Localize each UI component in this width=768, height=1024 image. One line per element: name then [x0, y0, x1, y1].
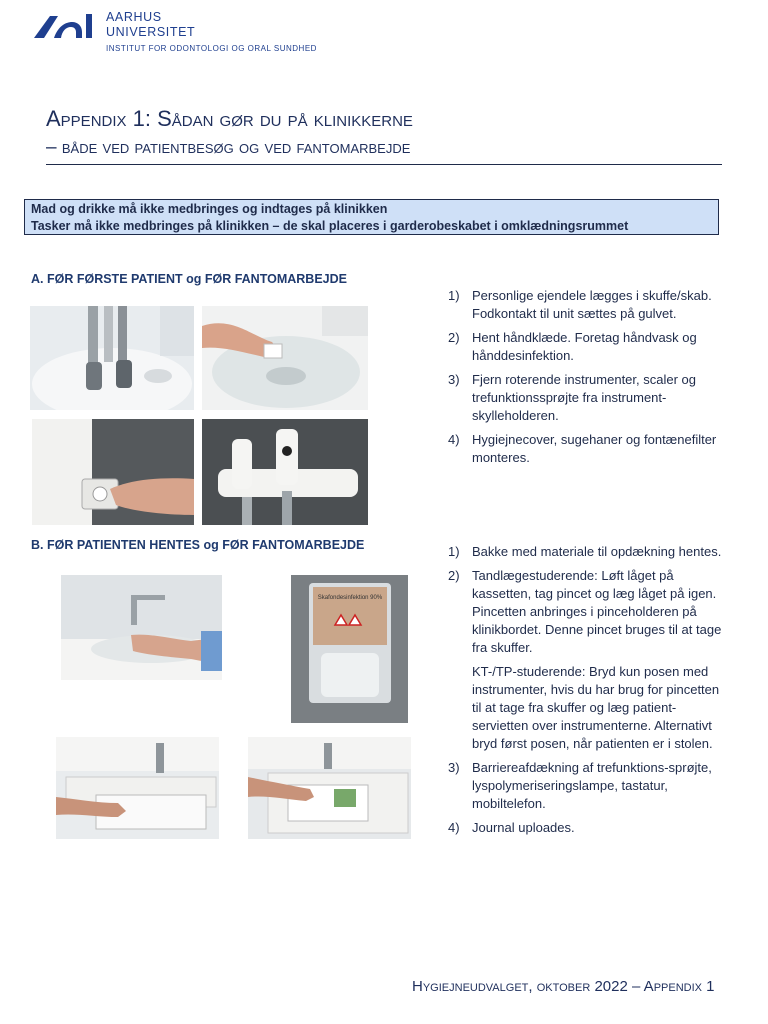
notice-line-bags: Tasker må ikke medbringes på klinikken – de skal placeres i garderobeskabet i omklædningsrummet: [31, 219, 629, 233]
photo-hand-washing-basin: [202, 306, 368, 410]
title-divider: [46, 164, 722, 165]
list-item: 4) Journal uploades.: [448, 820, 575, 835]
page-title: Appendix 1: Sådan gør du på klinikkerne: [46, 106, 413, 131]
list-item-note: KT-/TP-studerende: Bryd kun posen med instrumenter, hvis du har brug for pincetten til at tage fra skuffer og læg patient-servietten over instrumenterne. Alternativt bryd først posen, når patienten er i stolen.: [472, 664, 720, 751]
section-a-steps: [448, 287, 724, 473]
photo-suction-hoses: [202, 419, 368, 525]
list-item: 3) Barriereafdækning af trefunktions-sprøjte, lyspolymeriseringslampe, tastatur, mobiltelefon.: [448, 760, 712, 811]
photo-drawer-open: [56, 737, 219, 839]
list-item: 4) Hygiejnecover, sugehaner og fontænefilter monteres.: [448, 432, 717, 465]
photo-sink-handwash: [61, 575, 222, 680]
section-b-steps: [448, 543, 724, 843]
photo-disinfection-bag: [291, 575, 408, 723]
rules-notice-box: [24, 199, 719, 235]
institute-name: INSTITUT FOR ODONTOLOGI OG ORAL SUNDHED: [106, 44, 317, 53]
list-item: 2) Tandlægestuderende: Løft låget på kassetten, tag pincet og læg låget på igen. Pincetten anbringes i pinceholderen på klinikbordet. Denne pincet bruges til at tage fra skuffer.: [448, 568, 722, 655]
list-item: 1) Personlige ejendele lægges i skuffe/skab. Fodkontakt til unit sættes på gulvet.: [448, 288, 712, 321]
list-item: 1) Bakke med materiale til opdækning hentes.: [448, 544, 722, 559]
logo-text-universitet: UNIVERSITET: [106, 25, 196, 39]
bag-label-text: Skafondesinfektion 90%: [317, 595, 383, 601]
photo-fountain-filter: [32, 419, 194, 525]
list-item: 2) Hent håndklæde. Foretag håndvask og hånddesinfektion.: [448, 330, 697, 363]
page-footer: Hygiejneudvalget, oktober 2022 – Appendix 1: [412, 978, 715, 995]
logo-text-aarhus: AARHUS: [106, 10, 162, 24]
section-a-heading: A. FØR FØRSTE PATIENT og FØR FANTOMARBEJDE: [31, 272, 347, 286]
section-b-heading: B. FØR PATIENTEN HENTES og FØR FANTOMARBEJDE: [31, 538, 365, 552]
photo-instrument-holder: [30, 306, 194, 410]
aarhus-university-logo-icon: [32, 8, 98, 40]
notice-line-food: Mad og drikke må ikke medbringes og indtages på klinikken: [31, 202, 388, 216]
page-subtitle: – både ved patientbesøg og ved fantomarbejde: [46, 137, 411, 158]
list-item: 3) Fjern roterende instrumenter, scaler og trefunktionssprøjte fra instrument-skylleholderen.: [448, 372, 696, 423]
photo-drawer-supplies: [248, 737, 411, 839]
